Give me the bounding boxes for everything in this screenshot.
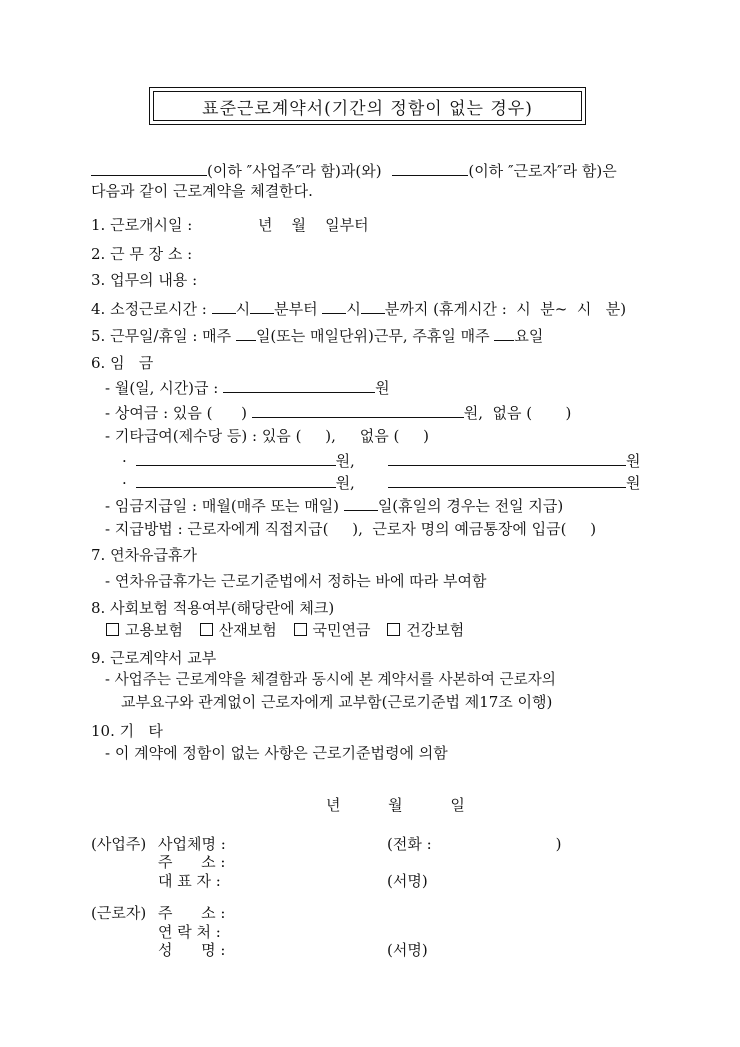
signing-date: 년 월 일 [326,796,465,814]
checkbox[interactable] [294,623,307,636]
item-6-label: 6. 임 금 [91,354,154,372]
item-2-label: 2. 근 무 장 소 : [91,245,193,263]
item-4-working-hours [91,298,626,319]
other-pay-line-2b [388,472,641,493]
checkbox[interactable] [387,623,400,636]
start-minute-blank[interactable] [250,298,274,314]
start-hour-blank[interactable] [212,298,236,314]
payday-row [105,495,563,516]
bonus-row [105,402,571,423]
item-4-label: 4. 소정근로시간 : [91,300,212,318]
document-title-frame [149,87,586,125]
other-pay-line-1b [388,450,641,471]
insurance-industrial-accident[interactable] [200,621,277,639]
won-unit: 원 [626,474,641,492]
document-title: 표준근로계약서(기간의 정함이 없는 경우) [153,91,582,121]
won-unit: 원, [335,452,355,470]
item-9-label: 9. 근로계약서 교부 [91,649,217,667]
item-5-label: 5. 근무일/휴일 : 매주 [91,327,236,345]
employer-signature[interactable]: (서명) [387,872,428,890]
bonus-none-text: 원, 없음 ( ) [463,404,572,422]
worker-signature[interactable]: (서명) [387,941,428,959]
won-unit: 원, [335,474,355,492]
wage-unit: 원 [375,379,390,397]
other-pay-row: - 기타급여(제수당 등) : 있음 ( ), 없음 ( ) [105,427,430,445]
item-7-label: 7. 연차유급휴가 [91,546,198,564]
insurance-national-pension[interactable] [294,621,371,639]
insurance-health[interactable] [387,621,464,639]
end-minute-blank[interactable] [361,298,385,314]
other-pay-blank-2a[interactable] [136,472,336,488]
worker-label: (근로자) [91,904,147,922]
workdays-blank[interactable] [236,325,256,341]
item-1-label: 1. 근로개시일 : [91,216,193,234]
end-hour-blank[interactable] [322,298,346,314]
hour-unit: 시 [235,300,251,318]
other-pay-blank-2b[interactable] [388,472,626,488]
other-pay-line-1 [122,450,355,471]
item-3-label: 3. 업무의 내용 : [91,271,198,289]
weekday-text: 요일 [514,327,544,345]
option-label: 건강보험 [406,621,465,639]
bullet-dot: · [122,452,127,470]
item-10-desc: - 이 계약에 정함이 없는 사항은 근로기준법령에 의함 [105,744,448,762]
bonus-blank[interactable] [252,402,464,418]
bullet-dot: · [122,474,127,492]
option-label: 고용보험 [125,621,183,639]
checkbox[interactable] [200,623,213,636]
hour-unit-2: 시 [346,300,361,318]
other-pay-line-2 [122,472,355,493]
worker-address-label: 주 소 : [158,904,226,922]
intro-worker-text: (이하 ″근로자″라 함)은 [468,162,617,180]
item-9-desc-2: 교부요구와 관계없이 근로자에게 교부함(근로기준법 제17조 이행) [121,693,553,711]
wage-blank[interactable] [223,377,375,393]
insurance-options [106,620,464,640]
worker-name-label: 성 명 : [158,941,226,959]
intro-line-1 [91,160,617,181]
other-pay-blank-1b[interactable] [388,450,626,466]
employer-address-label: 주 소 : [158,853,226,871]
item-10-label: 10. 기 타 [91,722,163,740]
intro-line-2: 다음과 같이 근로계약을 체결한다. [91,182,313,200]
employer-company-name-label: 사업체명 : [158,835,226,853]
employer-label: (사업주) [91,835,147,853]
wage-row [105,377,390,398]
option-label: 산재보험 [218,621,277,639]
holiday-day-blank[interactable] [494,325,514,341]
bonus-label: - 상여금 : 있음 ( ) [105,404,252,422]
employer-phone-label: (전화 : ) [387,835,562,853]
break-time-text: 분까지 (휴게시간 : 시 분~ 시 분) [384,300,627,318]
option-label: 국민연금 [312,621,371,639]
payment-method-row: - 지급방법 : 근로자에게 직접지급( ), 근로자 명의 예금통장에 입금( ) [105,520,597,538]
insurance-employment[interactable] [106,621,183,639]
employer-representative-label: 대 표 자 : [158,872,221,890]
worker-blank[interactable] [392,160,468,176]
other-pay-blank-1a[interactable] [136,450,336,466]
item-5-workdays [91,325,543,346]
won-unit: 원 [626,452,641,470]
employer-blank[interactable] [91,160,207,176]
worker-contact-label: 연 락 처 : [158,923,221,941]
item-1-date: 년 월 일부터 [258,216,369,234]
from-text: 분부터 [274,300,323,318]
payday-note: 일(휴일의 경우는 전일 지급) [377,497,564,515]
checkbox[interactable] [106,623,119,636]
weekly-holiday-text: 일(또는 매일단위)근무, 주휴일 매주 [255,327,495,345]
item-7-desc: - 연차유급휴가는 근로기준법에서 정하는 바에 따라 부여함 [105,572,487,590]
payday-label: - 임금지급일 : 매월(매주 또는 매일) [105,497,344,515]
wage-label: - 월(일, 시간)급 : [105,379,224,397]
item-9-desc-1: - 사업주는 근로계약을 체결함과 동시에 본 계약서를 사본하여 근로자의 [105,671,556,688]
payday-blank[interactable] [344,495,378,511]
item-8-label: 8. 사회보험 적용여부(해당란에 체크) [91,599,335,617]
intro-employer-text: (이하 ″사업주″라 함)과(와) [207,162,382,180]
